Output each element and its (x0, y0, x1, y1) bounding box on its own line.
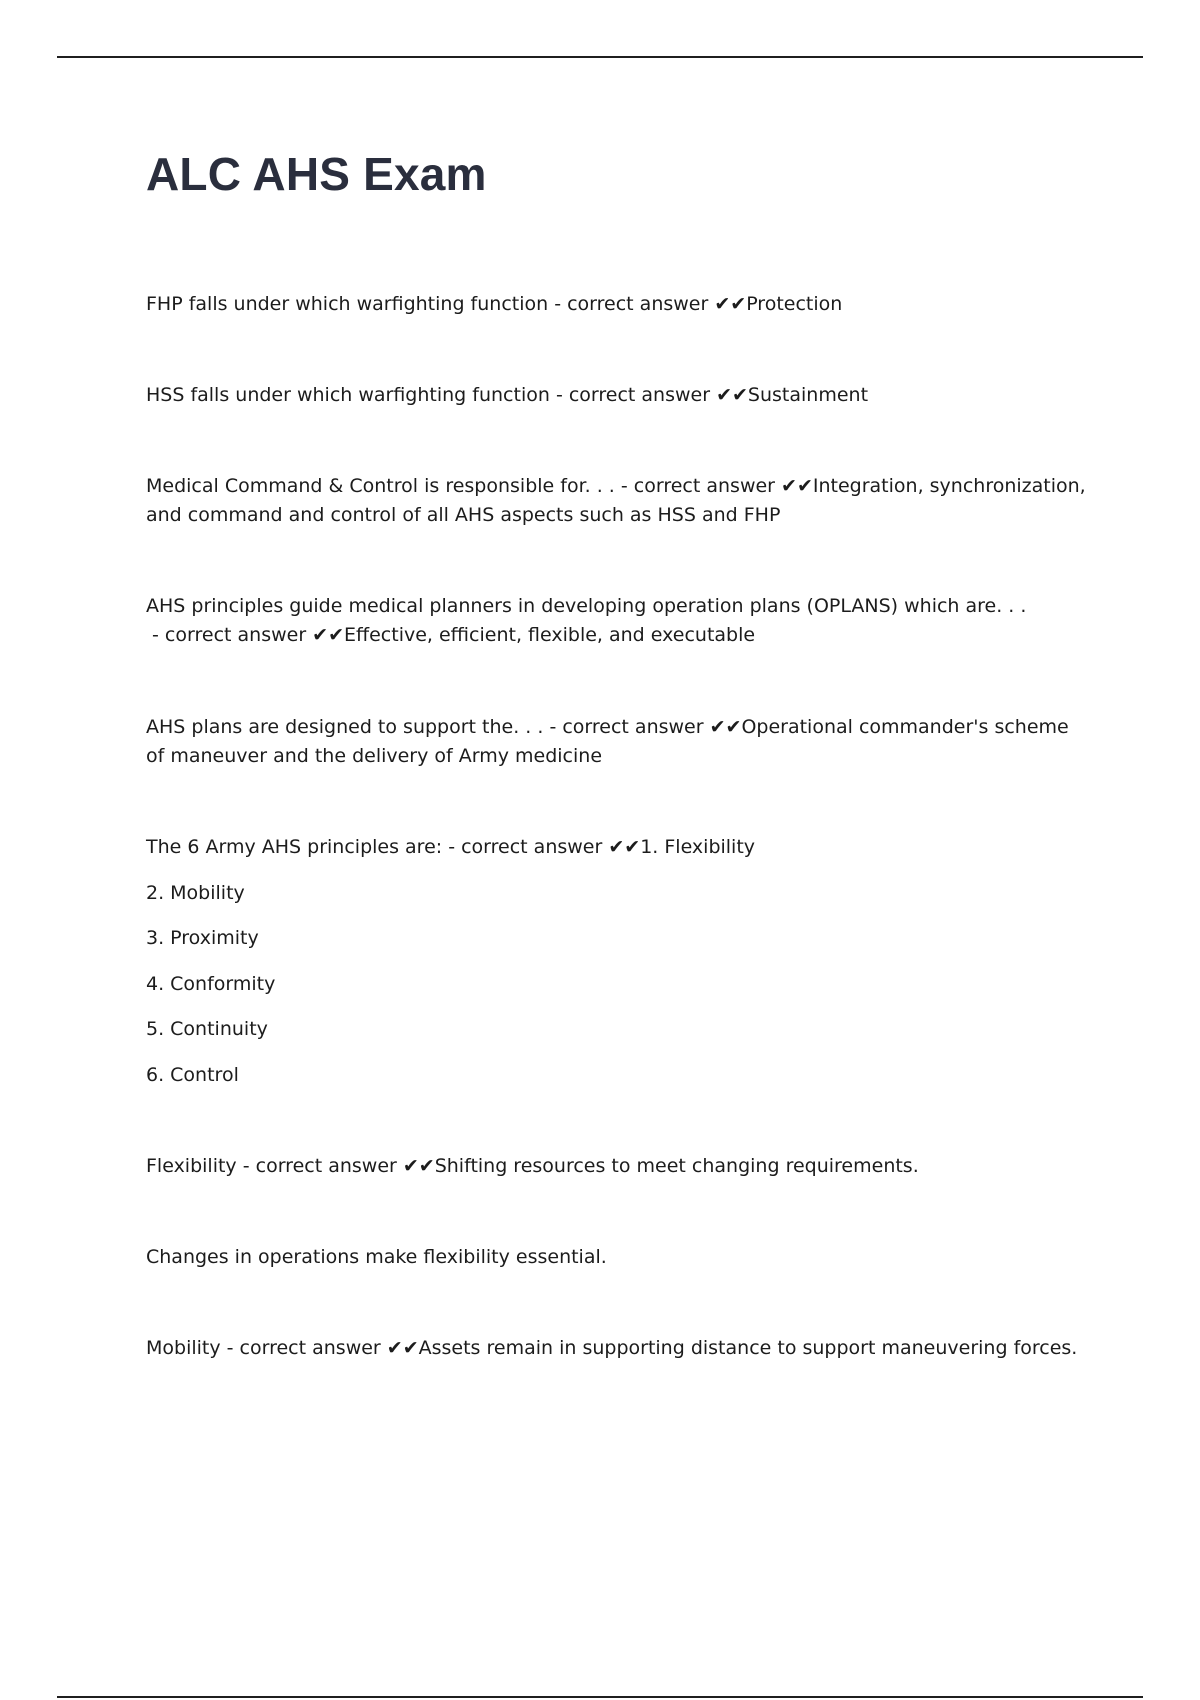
answer-text: Sustainment (747, 384, 869, 406)
question-text: AHS principles guide medical planners in developing operation plans (OPLANS) which are. . . (146, 595, 1027, 617)
bottom-rule (57, 1696, 1143, 1698)
top-rule (57, 56, 1143, 58)
check-mark-icon: ✔✔ (402, 1155, 435, 1177)
question-text: HSS falls under which warfighting function (146, 384, 550, 406)
list-item: 6. Control (146, 1064, 239, 1086)
question-text: Flexibility (146, 1155, 237, 1177)
qa-item-3 (146, 472, 1086, 530)
list-item: 4. Conformity (146, 973, 276, 995)
separator-text: - correct answer (236, 1155, 403, 1177)
answer-text: Protection (746, 293, 843, 315)
separator-text: - correct answer (442, 836, 609, 858)
qa-item-8 (146, 1334, 1086, 1363)
answer-text: Assets remain in supporting distance to support maneuvering forces. (418, 1337, 1078, 1359)
answer-text: 1. Flexibility (640, 836, 756, 858)
check-mark-icon: ✔✔ (709, 716, 742, 738)
question-text: Mobility (146, 1337, 221, 1359)
qa-item-7 (146, 1152, 1086, 1181)
check-mark-icon: ✔✔ (386, 1337, 419, 1359)
separator-text: - correct answer (548, 293, 715, 315)
check-mark-icon: ✔✔ (312, 624, 345, 646)
question-text: FHP falls under which warfighting function (146, 293, 549, 315)
separator-text: - correct answer (543, 716, 710, 738)
qa-item-6 (146, 833, 1086, 862)
answer-text: Integration, synchronization, and command and control of all AHS aspects such as HSS and FHP (146, 475, 1086, 526)
separator-text: - correct answer (146, 624, 313, 646)
document-title: ALC AHS Exam (146, 148, 487, 200)
check-mark-icon: ✔✔ (716, 384, 748, 406)
question-text: Medical Command & Control is responsible for. . . (146, 475, 615, 497)
list-item: 5. Continuity (146, 1018, 268, 1040)
qa-item-5 (146, 713, 1086, 771)
check-mark-icon: ✔✔ (714, 293, 747, 315)
check-mark-icon: ✔✔ (608, 836, 641, 858)
qa-item-1 (146, 290, 1086, 319)
separator-text: - correct answer (220, 1337, 387, 1359)
list-item: 2. Mobility (146, 882, 245, 904)
list-item: 3. Proximity (146, 927, 259, 949)
note-text: Changes in operations make flexibility essential. (146, 1246, 607, 1268)
qa-item-4 (146, 592, 1086, 650)
qa-item-2 (146, 381, 1086, 410)
answer-text: Operational commander's scheme of maneuver and the delivery of Army medicine (146, 716, 1069, 767)
separator-text: - correct answer (549, 384, 717, 406)
answer-text: Shifting resources to meet changing requirements. (434, 1155, 919, 1177)
answer-text: Effective, efficient, flexible, and executable (344, 624, 756, 646)
separator-text: - correct answer (614, 475, 782, 497)
question-text: The 6 Army AHS principles are: (146, 836, 443, 858)
check-mark-icon: ✔✔ (781, 475, 813, 497)
question-text: AHS plans are designed to support the. . . (146, 716, 544, 738)
